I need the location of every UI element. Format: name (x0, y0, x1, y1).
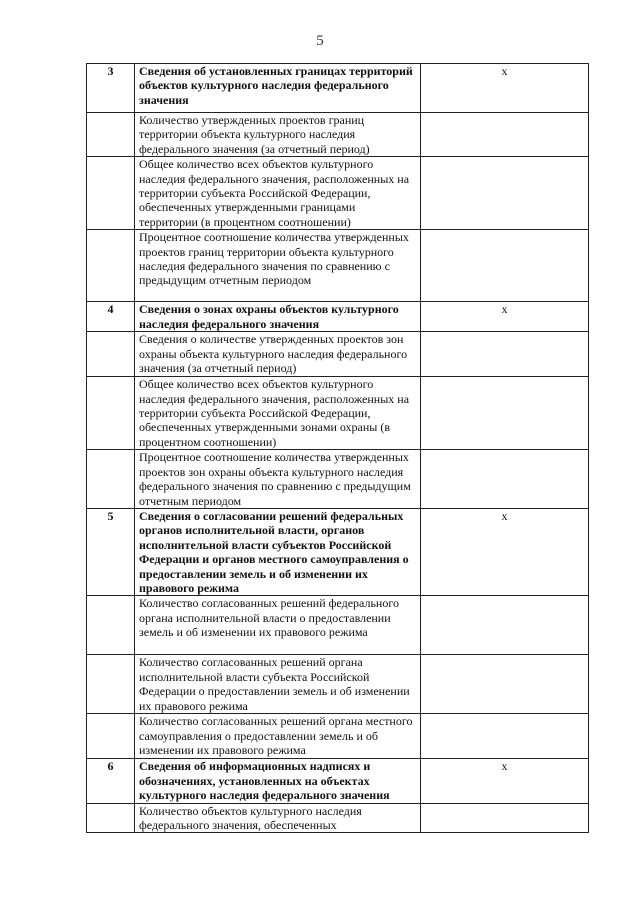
indicator-text: Общее количество всех объектов культурного наследия федерального значения, расположенных на территории субъекта Российской Федерации, обеспеченных утвержденными границами территории (в процентном соотношении) (135, 157, 421, 230)
section-row (87, 508, 589, 595)
value-cell (421, 655, 589, 714)
section-number (87, 377, 135, 450)
indicator-text: Общее количество всех объектов культурного наследия федерального значения, расположенных на территории субъекта Российской Федерации, обеспеченных утвержденными зонами охраны (в процентном соотношении) (135, 377, 421, 450)
section-number (87, 332, 135, 377)
section-number: 4 (87, 302, 135, 332)
section-number (87, 714, 135, 759)
report-table (86, 63, 589, 833)
indicator-row (87, 230, 589, 302)
indicator-row (87, 714, 589, 759)
value-cell (421, 377, 589, 450)
indicator-text: Количество согласованных решений органа местного самоуправления о предоставлении земель и об изменении их правового режима (135, 714, 421, 759)
section-number (87, 596, 135, 655)
value-cell (421, 230, 589, 302)
indicator-text: Количество согласованных решений органа исполнительной власти субъекта Российской Федерации о предоставлении земель и об изменении их правового режима (135, 655, 421, 714)
section-number (87, 230, 135, 302)
indicator-text: Сведения о количестве утвержденных проектов зон охраны объекта культурного наследия федерального значения (за отчетный период) (135, 332, 421, 377)
page-number: 5 (316, 33, 324, 49)
section-number: 5 (87, 508, 135, 595)
section-number (87, 803, 135, 833)
value-cell (421, 332, 589, 377)
indicator-text: Процентное соотношение количества утвержденных проектов границ территории объекта культурного наследия федерального значения по сравнению с предыдущим отчетным периодом (135, 230, 421, 302)
value-cell (421, 714, 589, 759)
not-applicable-mark: x (421, 64, 589, 113)
indicator-row (87, 157, 589, 230)
section-row (87, 302, 589, 332)
indicator-row (87, 596, 589, 655)
section-number: 6 (87, 759, 135, 803)
value-cell (421, 450, 589, 509)
indicator-row (87, 113, 589, 157)
value-cell (421, 113, 589, 157)
section-number (87, 113, 135, 157)
value-cell (421, 157, 589, 230)
value-cell (421, 803, 589, 833)
indicator-row (87, 803, 589, 833)
indicator-text: Количество согласованных решений федерального органа исполнительной власти о предоставлении земель и об изменении их правового режима (135, 596, 421, 655)
value-cell (421, 596, 589, 655)
section-row (87, 759, 589, 803)
indicator-row (87, 655, 589, 714)
section-number (87, 157, 135, 230)
not-applicable-mark: x (421, 508, 589, 595)
not-applicable-mark: x (421, 759, 589, 803)
section-row (87, 64, 589, 113)
section-title: Сведения об информационных надписях и обозначениях, установленных на объектах культурного наследия федерального значения (135, 759, 421, 803)
not-applicable-mark: x (421, 302, 589, 332)
indicator-text: Количество утвержденных проектов границ территории объекта культурного наследия федерального значения (за отчетный период) (135, 113, 421, 157)
section-number (87, 655, 135, 714)
section-title: Сведения об установленных границах территорий объектов культурного наследия федерального значения (135, 64, 421, 113)
indicator-text: Процентное соотношение количества утвержденных проектов зон охраны объекта культурного наследия федерального значения по сравнению с предыдущим отчетным периодом (135, 450, 421, 509)
indicator-row (87, 377, 589, 450)
indicator-row (87, 332, 589, 377)
section-number: 3 (87, 64, 135, 113)
section-title: Сведения о зонах охраны объектов культурного наследия федерального значения (135, 302, 421, 332)
indicator-row (87, 450, 589, 509)
section-number (87, 450, 135, 509)
section-title: Сведения о согласовании решений федеральных органов исполнительной власти, органов исполнительной власти субъектов Российской Федерации и органов местного самоуправления о предоставлении земель и об изменении их правового режима (135, 508, 421, 595)
indicator-text: Количество объектов культурного наследия федерального значения, обеспеченных (135, 803, 421, 833)
